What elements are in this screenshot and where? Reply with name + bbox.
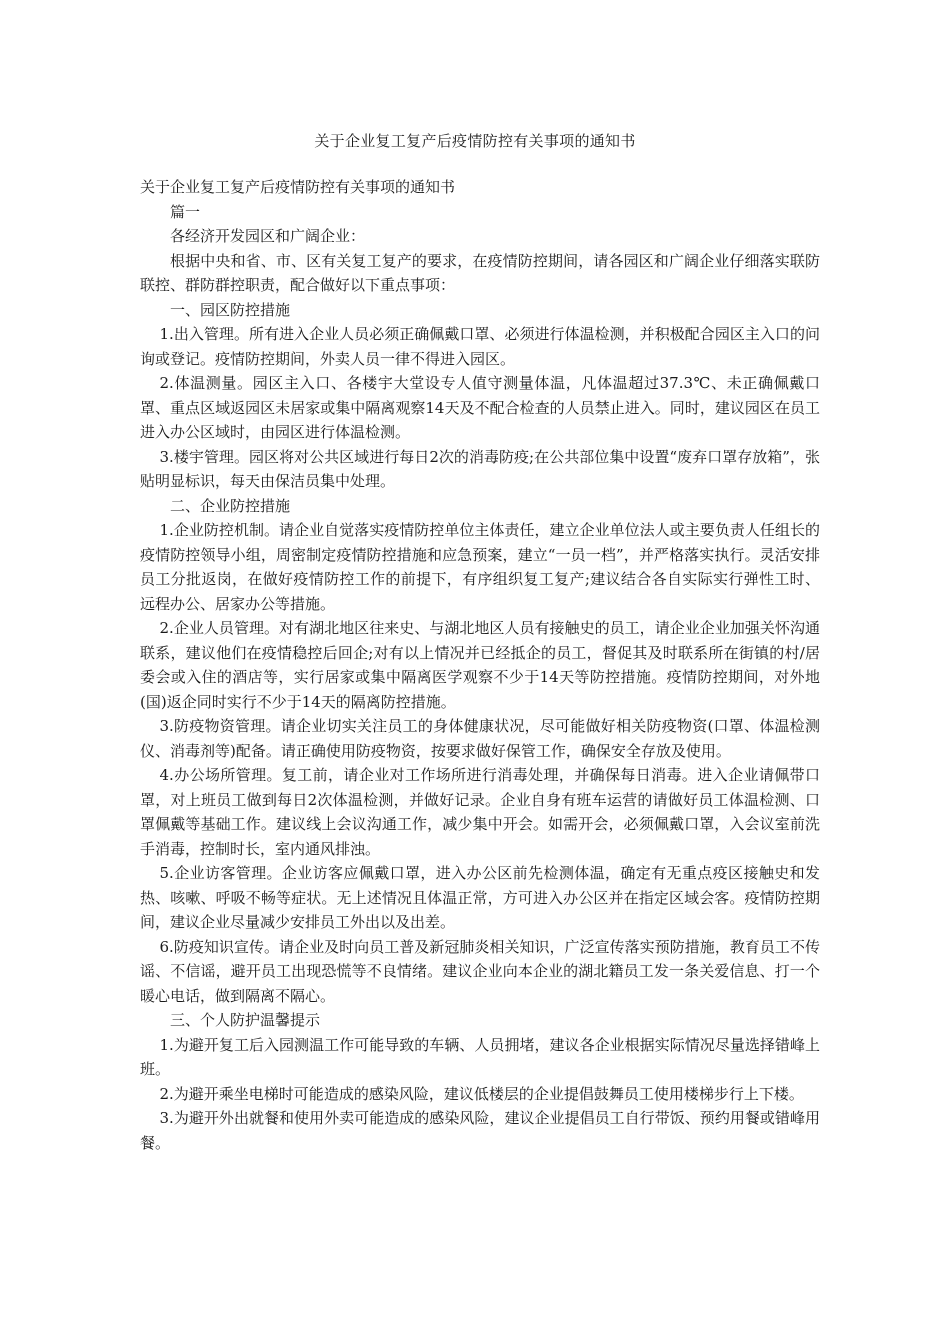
section-2-item: 6.防疫知识宣传。请企业及时向员工普及新冠肺炎相关知识，广泛宣传落实预防措施，教育员工不传谣、不信谣，避开员工出现恐慌等不良情绪。建议企业向本企业的湖北籍员工发一条关爱信息、打一个暖心电话，做到隔离不隔心。	[140, 937, 820, 1005]
document-title: 关于企业复工复产后疫情防控有关事项的通知书	[314, 132, 636, 150]
salutation: 各经济开发园区和广阔企业：	[170, 227, 366, 245]
section-1-item: 2.体温测量。园区主入口、各楼宇大堂设专人值守测量体温，凡体温超过37.3℃、未正确佩戴口罩、重点区域返园区未居家或集中隔离观察14天及不配合检查的人员禁止进入。同时，建议园区在员工进入办公区域时，由园区进行体温检测。	[140, 374, 820, 441]
section-3-item: 2.为避开乘坐电梯时可能造成的感染风险，建议低楼层的企业提倡鼓舞员工使用楼梯步行上下楼。	[159, 1084, 804, 1103]
document-body	[140, 175, 820, 1155]
document-subtitle: 关于企业复工复产后疫情防控有关事项的通知书	[140, 178, 456, 196]
part-label: 篇一	[170, 202, 201, 221]
section-1-item: 1.出入管理。所有进入企业人员必须正确佩戴口罩、必须进行体温检测，并积极配合园区主入口的问询或登记。疫情防控期间，外卖人员一律不得进入园区。	[140, 325, 820, 368]
section-heading-1: 一、园区防控措施	[170, 300, 291, 319]
section-2-item: 4.办公场所管理。复工前，请企业对工作场所进行消毒处理，并确保每日消毒。进入企业请佩带口罩，对上班员工做到每日2次体温检测，并做好记录。企业自身有班车运营的请做好员工体温检测、口罩佩戴等基础工作。建议线上会议沟通工作，减少集中开会。如需开会，必须佩戴口罩，入会议室前洗手消毒，控制时长，室内通风排浊。	[140, 766, 820, 858]
section-1-item: 3.楼宇管理。园区将对公共区域进行每日2次的消毒防疫;在公共部位集中设置“废弃口罩存放箱”，张贴明显标识，每天由保洁员集中处理。	[140, 447, 820, 490]
section-2-item: 1.企业防控机制。请企业自觉落实疫情防控单位主体责任，建立企业单位法人或主要负责人任组长的疫情防控领导小组，周密制定疫情防控措施和应急预案，建立“一员一档”，并严格落实执行。灵活安排员工分批返岗，在做好疫情防控工作的前提下，有序组织复工复产;建议结合各自实际实行弹性工时、远程办公、居家办公等措施。	[140, 521, 820, 613]
section-heading-2: 二、企业防控措施	[170, 496, 291, 515]
intro-paragraph: 根据中央和省、市、区有关复工复产的要求，在疫情防控期间，请各园区和广阔企业仔细落实联防联控、群防群控职责，配合做好以下重点事项：	[140, 251, 820, 294]
section-2-item: 3.防疫物资管理。请企业切实关注员工的身体健康状况，尽可能做好相关防疫物资(口罩、体温检测仪、消毒剂等)配备。请正确使用防疫物资，按要求做好保管工作，确保安全存放及使用。	[140, 717, 820, 760]
section-3-item: 3.为避开外出就餐和使用外卖可能造成的感染风险，建议企业提倡员工自行带饭、预约用餐或错峰用餐。	[140, 1109, 820, 1152]
section-2-item: 5.企业访客管理。企业访客应佩戴口罩，进入办公区前先检测体温，确定有无重点疫区接触史和发热、咳嗽、呼吸不畅等症状。无上述情况且体温正常，方可进入办公区并在指定区域会客。疫情防控期间，建议企业尽量减少安排员工外出以及出差。	[140, 864, 820, 931]
section-heading-3: 三、个人防护温馨提示	[170, 1011, 321, 1029]
section-3-item: 1.为避开复工后入园测温工作可能导致的车辆、人员拥堵，建议各企业根据实际情况尽量选择错峰上班。	[140, 1035, 820, 1078]
section-2-item: 2.企业人员管理。对有湖北地区往来史、与湖北地区人员有接触史的员工，请企业企业加强关怀沟通联系，建议他们在疫情稳控后回企;对有以上情况并已经抵企的员工，督促其及时联系所在街镇的村/居委会或入住的酒店等，实行居家或集中隔离医学观察不少于14天等防控措施。疫情防控期间，对外地(国)返企同时实行不少于14天的隔离防控措施。	[140, 619, 820, 711]
